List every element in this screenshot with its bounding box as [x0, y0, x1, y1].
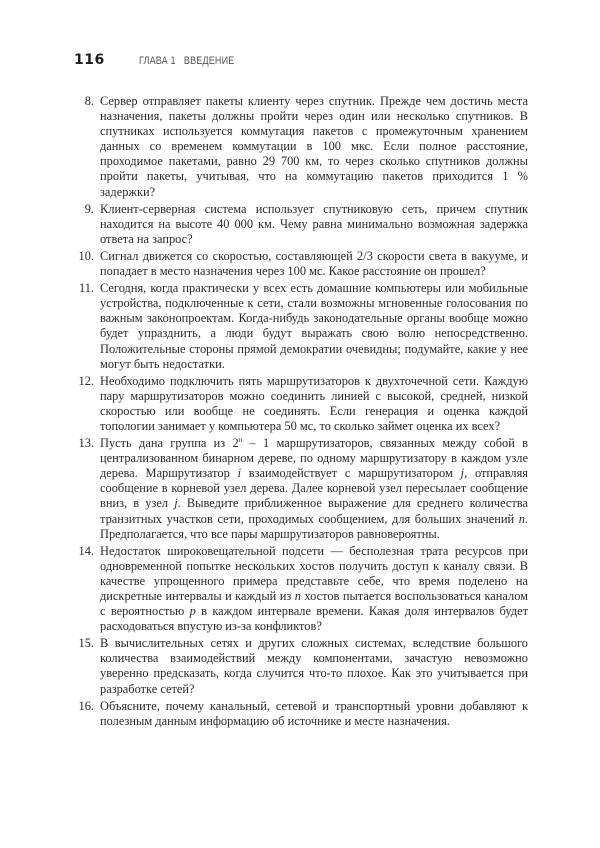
- problem-number: 15.: [78, 636, 94, 651]
- problem-10: [70, 249, 528, 279]
- problem-13: [70, 436, 528, 542]
- problem-text: Объясните, почему канальный, сетевой и транспортный уровни добавляют к полезным данным информацию об источнике и месте назначения.: [100, 698, 528, 728]
- variable-n: n: [518, 511, 525, 526]
- text-run: . Выведите приближенное выражение для среднего количества транзитных участков сети, проходимых сообщением, для больших значений: [100, 496, 528, 526]
- problem-number: 10.: [78, 248, 94, 263]
- problem-11: [70, 281, 528, 372]
- problem-text: Необходимо подключить пять маршрутизаторов к двухточечной сети. Каждую пару маршрутизаторов можно соединить линией с высокой, средней, низкой скоростью или вообще не соединять. Если генерация и оценка каждой топологии занимает у компьютера 50 мс, то сколько займет оценка их всех?: [100, 373, 528, 433]
- text-run: Пусть дана группа из 2: [100, 436, 239, 451]
- chapter-heading: [139, 55, 234, 67]
- variable-p: p: [189, 604, 196, 619]
- text-run: , отправляя сообщение в корневой узел дерева. Далее корневой узел пересылает сообщение вниз, в узел: [100, 466, 528, 511]
- variable-n: n: [294, 589, 301, 603]
- problem-text: [100, 436, 528, 542]
- problem-list: [70, 94, 528, 731]
- text-run: взаимодействует с маршрутизатором: [241, 466, 461, 481]
- problem-number: 12.: [78, 373, 94, 388]
- problem-number: 9.: [84, 201, 94, 216]
- problem-16: [70, 699, 528, 729]
- problem-text: Сегодня, когда практически у всех есть домашние компьютеры или мобильные устройства, подключенные к сети, стали возможны мгновенные голосования по важным законопроектам. Когда-нибудь законодательные органы вообще можно будет упразднить, а люди будут выражать свою волю непосредственно. Положительные стороны прямой демократии очевидны; подумайте, какие у нее могут быть недостатки.: [100, 281, 528, 371]
- problem-number: 11.: [78, 281, 94, 296]
- problem-14: [70, 544, 528, 635]
- problem-15: [70, 636, 528, 696]
- text-run: . Предполагается, что все пары маршрутизаторов равновероятны.: [100, 511, 528, 541]
- variable-i: i: [237, 466, 242, 481]
- exponent-n: n: [238, 435, 243, 444]
- problem-text: Сервер отправляет пакеты клиенту через спутник. Прежде чем достичь места назначения, пакеты должны пройти через один или несколько спутников. В спутниках используется коммутация пакетов с промежуточным хранением данных со временем коммутации в 100 мкс. Если полное расстояние, проходимое пакетами, равно 29 700 км, то через сколько спутников должны пройти пакеты, учитывая, что на коммутацию пакетов приходится 1 % задержки?: [100, 94, 528, 199]
- problem-number: 14.: [78, 543, 94, 558]
- problem-number: 16.: [78, 698, 94, 713]
- problem-8: [70, 94, 528, 200]
- text-run: Недостаток широковещательной подсети — бесполезная трата ресурсов при одновременной попытке нескольких хостов получить доступ к каналу связи. В качестве упрощенного примера представьте себе, что время поделено на дискретные интервалы и каждый из: [100, 543, 528, 603]
- problem-text: Сигнал движется со скоростью, составляющей 2/3 скорости света в вакууме, и попадает в место назначения через 100 мс. Какое расстояние он прошел?: [100, 248, 528, 279]
- chapter-label: ГЛАВА 1: [138, 55, 176, 67]
- text-run: хостов пытается воспользоваться каналом с вероятностью: [100, 589, 528, 619]
- variable-j: j: [174, 496, 178, 511]
- problem-number: 8.: [84, 94, 94, 108]
- chapter-title: ВВЕДЕНИЕ: [183, 55, 235, 67]
- problem-12: [70, 374, 528, 434]
- problem-text: [100, 544, 528, 635]
- page-number: 116: [74, 52, 105, 68]
- problem-number: 13.: [78, 436, 94, 451]
- text-run: в каждом интервале времени. Какая доля интервалов будет расходоваться впустую из-за конфликтов?: [100, 604, 529, 634]
- text-run: – 1 маршрутизаторов, связанных между собой в централизованном бинарном дереве, по одному маршрутизатору в каждом узле дерева. Маршрутизатор: [100, 436, 528, 481]
- problem-text: Клиент-серверная система использует спутниковую сеть, причем спутник находится на высоте 40 000 км. Чему равна минимально возможная задержка ответа на запрос?: [100, 201, 528, 246]
- running-header: [74, 52, 255, 68]
- problem-text: В вычислительных сетях и других сложных системах, вследствие большого количества взаимодействий между компонентами, зачастую невозможно уверенно предсказать, когда случится что-то плохое. Как это учитывается при разработке сетей?: [100, 636, 528, 696]
- problem-9: [70, 202, 528, 247]
- variable-j: j: [460, 466, 465, 481]
